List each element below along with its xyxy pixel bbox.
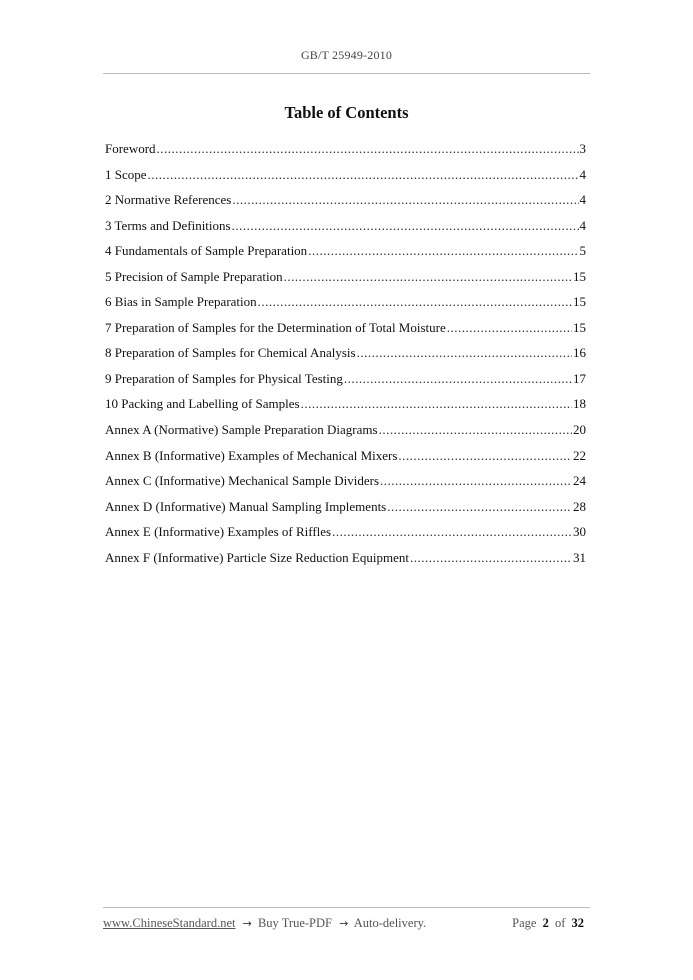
toc-entry[interactable] xyxy=(105,391,586,417)
page-total: 32 xyxy=(571,916,584,930)
page-label: Page xyxy=(512,916,537,930)
toc-dot-leader xyxy=(148,162,579,188)
toc-entry[interactable] xyxy=(105,315,586,341)
toc-entry[interactable] xyxy=(105,289,586,315)
auto-delivery-text: Auto-delivery. xyxy=(353,916,427,930)
toc-entry-page: 18 xyxy=(573,396,586,412)
page-counter xyxy=(512,916,587,931)
toc-entry-page: 17 xyxy=(573,370,586,386)
toc-entry[interactable] xyxy=(105,264,586,290)
toc-dot-leader xyxy=(447,315,572,341)
toc-dot-leader xyxy=(232,213,579,239)
toc-entry[interactable] xyxy=(105,519,586,545)
toc-entry[interactable] xyxy=(105,545,586,571)
toc-entry[interactable] xyxy=(105,162,586,188)
toc-entry-label: Annex D (Informative) Manual Sampling Implements xyxy=(105,498,387,514)
toc-entry[interactable] xyxy=(105,366,586,392)
toc-dot-leader xyxy=(410,545,572,571)
toc-entry-page: 16 xyxy=(573,345,586,361)
footer-promo xyxy=(103,916,426,931)
toc-dot-leader xyxy=(332,519,572,545)
toc-entry[interactable] xyxy=(105,136,586,162)
toc-entry-page: 24 xyxy=(573,473,586,489)
toc-dot-leader xyxy=(344,366,572,392)
toc-dot-leader xyxy=(398,443,572,469)
toc-entry-page: 5 xyxy=(579,243,586,259)
page-current: 2 xyxy=(542,916,549,930)
toc-entry-label: Foreword xyxy=(105,141,156,156)
standard-code: GB/T 25949-2010 xyxy=(300,48,393,62)
page-of-label: of xyxy=(554,916,566,930)
toc-entry-page: 15 xyxy=(573,294,586,310)
toc-dot-leader xyxy=(380,468,572,494)
toc-entry-label: 6 Bias in Sample Preparation xyxy=(105,294,257,310)
page-header xyxy=(103,48,590,63)
toc-dot-leader xyxy=(357,340,572,366)
page-title: Table of Contents xyxy=(284,103,409,122)
toc-entry-label: 5 Precision of Sample Preparation xyxy=(105,268,283,284)
toc-entry-page: 15 xyxy=(573,319,586,335)
footer-divider xyxy=(103,907,590,908)
toc-entry[interactable] xyxy=(105,187,586,213)
page-footer xyxy=(103,916,587,931)
right-arrow-icon: → xyxy=(242,917,252,930)
toc-entry-page: 4 xyxy=(579,166,586,182)
toc-entry[interactable] xyxy=(105,340,586,366)
toc-entry-label: Annex F (Informative) Particle Size Reduction Equipment xyxy=(105,549,409,565)
toc-dot-leader xyxy=(232,187,578,213)
toc-entry-label: Annex E (Informative) Examples of Riffles xyxy=(105,524,332,540)
toc-entry-page: 20 xyxy=(573,422,586,438)
header-divider xyxy=(103,73,590,74)
toc-entry[interactable] xyxy=(105,443,586,469)
toc-entry-label: 3 Terms and Definitions xyxy=(105,217,231,233)
toc-entry-page: 3 xyxy=(579,141,586,156)
toc-entry-page: 4 xyxy=(579,217,586,233)
toc-entry[interactable] xyxy=(105,238,586,264)
toc-entry-label: 8 Preparation of Samples for Chemical Analysis xyxy=(105,345,356,361)
toc-dot-leader xyxy=(157,136,579,162)
toc-entry-page: 22 xyxy=(573,447,586,463)
toc-entry-page: 4 xyxy=(579,192,586,208)
table-of-contents xyxy=(105,136,586,570)
toc-entry-label: Annex A (Normative) Sample Preparation Diagrams xyxy=(105,422,378,438)
toc-entry[interactable] xyxy=(105,494,586,520)
toc-dot-leader xyxy=(301,391,572,417)
toc-entry[interactable] xyxy=(105,468,586,494)
toc-entry-label: 7 Preparation of Samples for the Determination of Total Moisture xyxy=(105,319,446,335)
site-link[interactable]: www.ChineseStandard.net xyxy=(103,916,236,930)
toc-entry-page: 28 xyxy=(573,498,586,514)
toc-dot-leader xyxy=(387,494,572,520)
toc-entry-label: 9 Preparation of Samples for Physical Testing xyxy=(105,370,343,386)
toc-entry-page: 30 xyxy=(573,524,586,540)
toc-entry-page: 31 xyxy=(573,549,586,565)
toc-entry-label: 1 Scope xyxy=(105,166,147,182)
toc-entry-label: Annex B (Informative) Examples of Mechanical Mixers xyxy=(105,447,398,463)
toc-dot-leader xyxy=(379,417,572,443)
toc-entry[interactable] xyxy=(105,213,586,239)
toc-dot-leader xyxy=(308,238,578,264)
right-arrow-icon: → xyxy=(339,917,349,930)
toc-entry-page: 15 xyxy=(573,268,586,284)
toc-dot-leader xyxy=(284,264,572,290)
toc-entry-label: Annex C (Informative) Mechanical Sample Dividers xyxy=(105,473,379,489)
toc-entry-label: 10 Packing and Labelling of Samples xyxy=(105,396,300,412)
buy-true-pdf-text: Buy True-PDF xyxy=(257,916,332,930)
toc-entry[interactable] xyxy=(105,417,586,443)
toc-entry-label: 4 Fundamentals of Sample Preparation xyxy=(105,243,308,259)
toc-entry-label: 2 Normative References xyxy=(105,192,232,208)
toc-dot-leader xyxy=(258,289,572,315)
